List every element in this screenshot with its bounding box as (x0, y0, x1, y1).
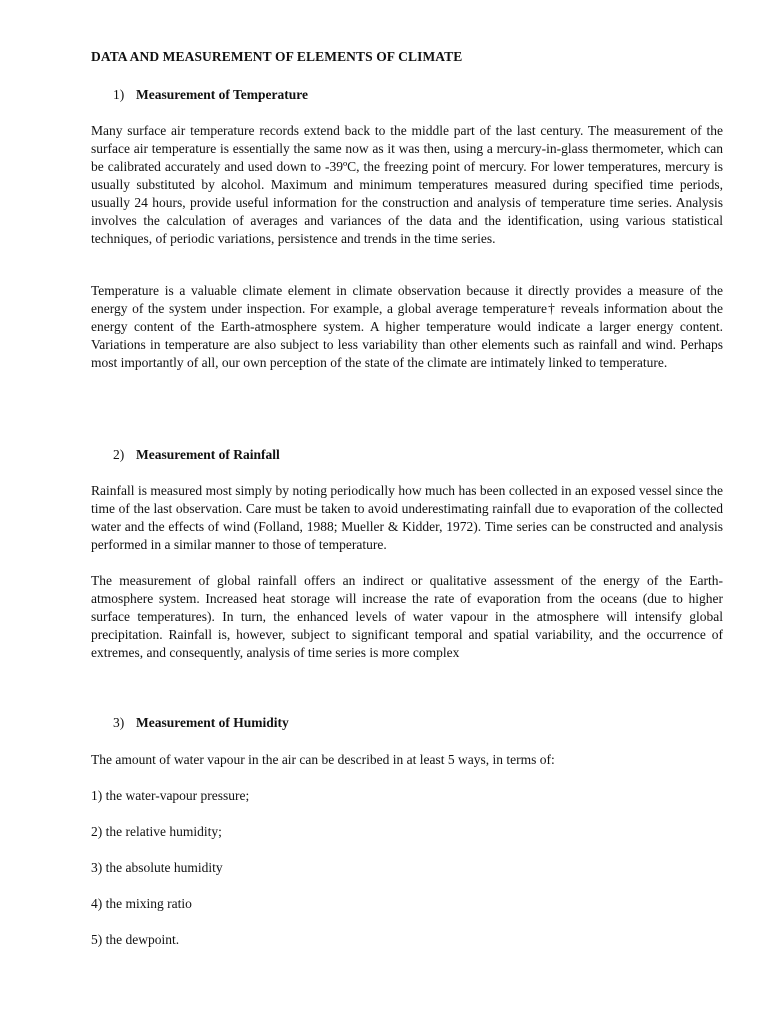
section-number: 3) (113, 715, 125, 730)
section-heading-rainfall (113, 446, 280, 464)
list-item: 5) the dewpoint. (91, 932, 180, 947)
list-item: 3) the absolute humidity (91, 860, 223, 875)
section-number: 1) (113, 87, 125, 102)
section-heading-text: Measurement of Rainfall (136, 447, 280, 462)
section-heading-temperature (113, 86, 308, 104)
rainfall-paragraph-1: Rainfall is measured most simply by noting periodically how much has been collected in an exposed vessel since the time of the last observation. Care must be taken to avoid underestimating rainfall due to evaporation of the collected water and the effects of wind (Folland, 1988; Mueller & Kidder, 1972). Time series can be constructed and analysis performed in a similar manner to those of temperature. (91, 483, 723, 552)
rainfall-paragraph-2: The measurement of global rainfall offers an indirect or qualitative assessment of the energy of the Earth-atmosphere system. Increased heat storage will increase the rate of evaporation from the oceans (due to higher surface temperatures). In turn, the enhanced levels of water vapour in the atmosphere will intensify global precipitation. Rainfall is, however, subject to significant temporal and spatial variability, and the occurrence of extremes, and consequently, analysis of time series is more complex (91, 573, 723, 660)
temperature-paragraph-1: Many surface air temperature records extend back to the middle part of the last century. The measurement of the surface air temperature is essentially the same now as it was then, using a mercury-in-glass thermometer, which can be calibrated accurately and used down to -39ºC, the freezing point of mercury. For lower temperatures, mercury is usually substituted by alcohol. Maximum and minimum temperatures measured during specified time periods, usually 24 hours, provide useful information for the construction and analysis of temperature time series. Analysis involves the calculation of averages and variances of the data and the identification, using various statistical techniques, of periodic variations, persistence and trends in the time series. (91, 123, 723, 246)
section-heading-text: Measurement of Temperature (136, 87, 308, 102)
section-heading-humidity (113, 714, 289, 732)
list-item: 1) the water-vapour pressure; (91, 788, 250, 803)
section-number: 2) (113, 447, 125, 462)
temperature-paragraph-2: Temperature is a valuable climate element in climate observation because it directly provides a measure of the energy of the system under inspection. For example, a global average temperature† reveals information about the energy content of the Earth-atmosphere system. A higher temperature would indicate a larger energy content. Variations in temperature are also subject to less variability than other elements such as rainfall and wind. Perhaps most importantly of all, our own perception of the state of the climate are intimately linked to temperature. (91, 283, 723, 370)
document-title: DATA AND MEASUREMENT OF ELEMENTS OF CLIMATE (91, 49, 463, 64)
section-heading-text: Measurement of Humidity (136, 715, 289, 730)
list-item: 4) the mixing ratio (91, 896, 192, 911)
list-item: 2) the relative humidity; (91, 824, 222, 839)
humidity-paragraph-1: The amount of water vapour in the air can be described in at least 5 ways, in terms of: (91, 752, 555, 767)
